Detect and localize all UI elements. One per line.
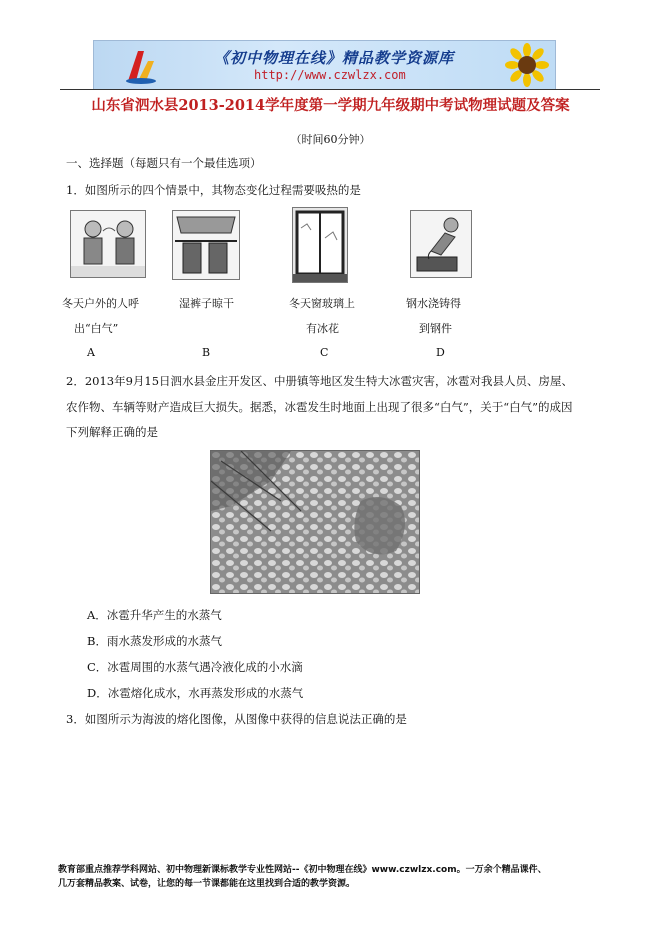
- page-title: 山东省泗水县2013-2014学年度第一学期九年级期中考试物理试题及答案: [91, 97, 570, 114]
- q2-stem-line3: 下列解释正确的是: [66, 425, 158, 439]
- site-logo: [124, 47, 158, 85]
- q2-option-d: D．冰雹熔化成水，水再蒸发形成的水蒸气: [87, 686, 304, 700]
- banner-title: 《初中物理在线》精品教学资源库: [214, 49, 455, 67]
- header-banner: [93, 40, 556, 90]
- q1-image-d: [410, 210, 472, 278]
- footer-line2: 几万套精品教案、试卷，让您的每一节课都能在这里找到合适的教学资源。: [58, 879, 356, 889]
- q2-stem-line2: 农作物、车辆等财产造成巨大损失。据悉，冰雹发生时地面上出现了很多“白气”，关于“白气”的成因: [66, 400, 573, 414]
- q1-option-d-line2: 到钢件: [419, 322, 452, 335]
- q1-option-a-letter: A: [87, 346, 95, 359]
- q2-stem-line1: 2．2013年9月15日泗水县金庄开发区、中册镇等地区发生特大冰雹灾害，冰雹对我县人员、房屋、: [66, 374, 574, 388]
- q1-option-b-line1: 湿裤子晾干: [179, 297, 234, 310]
- q2-option-c: C．冰雹周围的水蒸气遇冷液化成的小水滴: [87, 660, 303, 674]
- q2-option-b: B．雨水蒸发形成的水蒸气: [87, 634, 222, 648]
- page-footer: [58, 863, 618, 891]
- q1-stem: 1．如图所示的四个情景中，其物态变化过程需要吸热的是: [66, 183, 361, 197]
- q1-image-b: [172, 210, 240, 280]
- q1-option-d-line1: 钢水浇铸得: [406, 297, 461, 310]
- sunflower-icon: [505, 43, 549, 87]
- header-rule: [60, 89, 600, 90]
- q1-option-c-letter: C: [320, 346, 329, 359]
- footer-line1: 教育部重点推荐学科网站、初中物理新课标教学专业性网站--《初中物理在线》www.czwlzx.com。一万余个精品课件、: [58, 865, 547, 875]
- q1-option-c-line1: 冬天窗玻璃上: [289, 297, 355, 310]
- q1-option-a-line2: 出“白气”: [74, 322, 119, 335]
- q1-option-a-line1: 冬天户外的人呼: [62, 297, 139, 310]
- q1-image-a: [70, 210, 146, 278]
- q1-option-b-letter: B: [202, 346, 211, 359]
- banner-url[interactable]: http://www.czwlzx.com: [254, 68, 406, 82]
- q2-option-a: A．冰雹升华产生的水蒸气: [87, 608, 222, 622]
- section-heading: 一、选择题（每题只有一个最佳选项）: [66, 156, 262, 170]
- q1-image-c: [292, 207, 348, 283]
- q1-option-d-letter: D: [436, 346, 445, 359]
- q1-option-c-line2: 有冰花: [306, 322, 339, 335]
- hail-photo: [210, 450, 420, 594]
- exam-time: （时间60分钟）: [290, 133, 371, 146]
- q3-stem: 3．如图所示为海波的熔化图像，从图像中获得的信息说法正确的是: [66, 712, 407, 726]
